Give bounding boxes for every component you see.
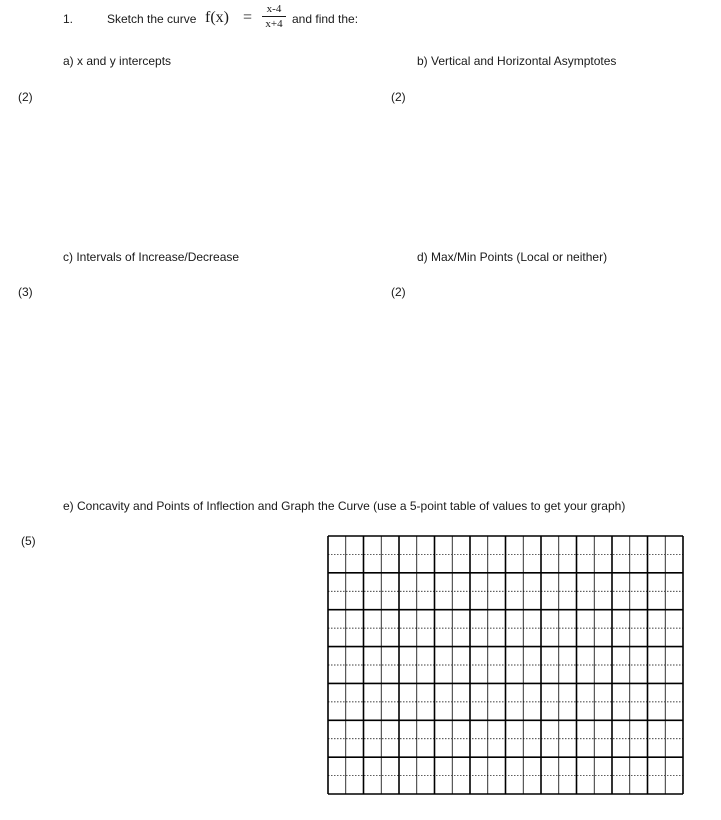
part-a-label: a) x and y intercepts (63, 54, 172, 68)
question-number: 1. (63, 12, 74, 26)
part-b-label: b) Vertical and Horizontal Asymptotes (417, 54, 617, 68)
part-d-marks: (2) (391, 285, 406, 299)
function-fraction (262, 3, 286, 30)
part-a-marks: (2) (18, 90, 33, 104)
fraction-denominator: x+4 (265, 18, 283, 30)
function-name: f(x) (205, 9, 229, 26)
part-e-label: e) Concavity and Points of Inflection and Graph the Curve (use a 5-point table of values to get your graph) (63, 499, 626, 513)
part-e-marks: (5) (21, 534, 36, 548)
fraction-numerator: x-4 (266, 3, 282, 15)
equals-sign: = (243, 9, 253, 26)
fraction-bar (262, 16, 286, 17)
part-c-marks: (3) (18, 285, 33, 299)
part-d-label: d) Max/Min Points (Local or neither) (417, 250, 608, 264)
question-suffix: and find the: (292, 12, 359, 26)
question-prompt: Sketch the curve (107, 12, 197, 26)
part-c-label: c) Intervals of Increase/Decrease (63, 250, 240, 264)
part-b-marks: (2) (391, 90, 406, 104)
graph-grid[interactable] (327, 535, 684, 795)
